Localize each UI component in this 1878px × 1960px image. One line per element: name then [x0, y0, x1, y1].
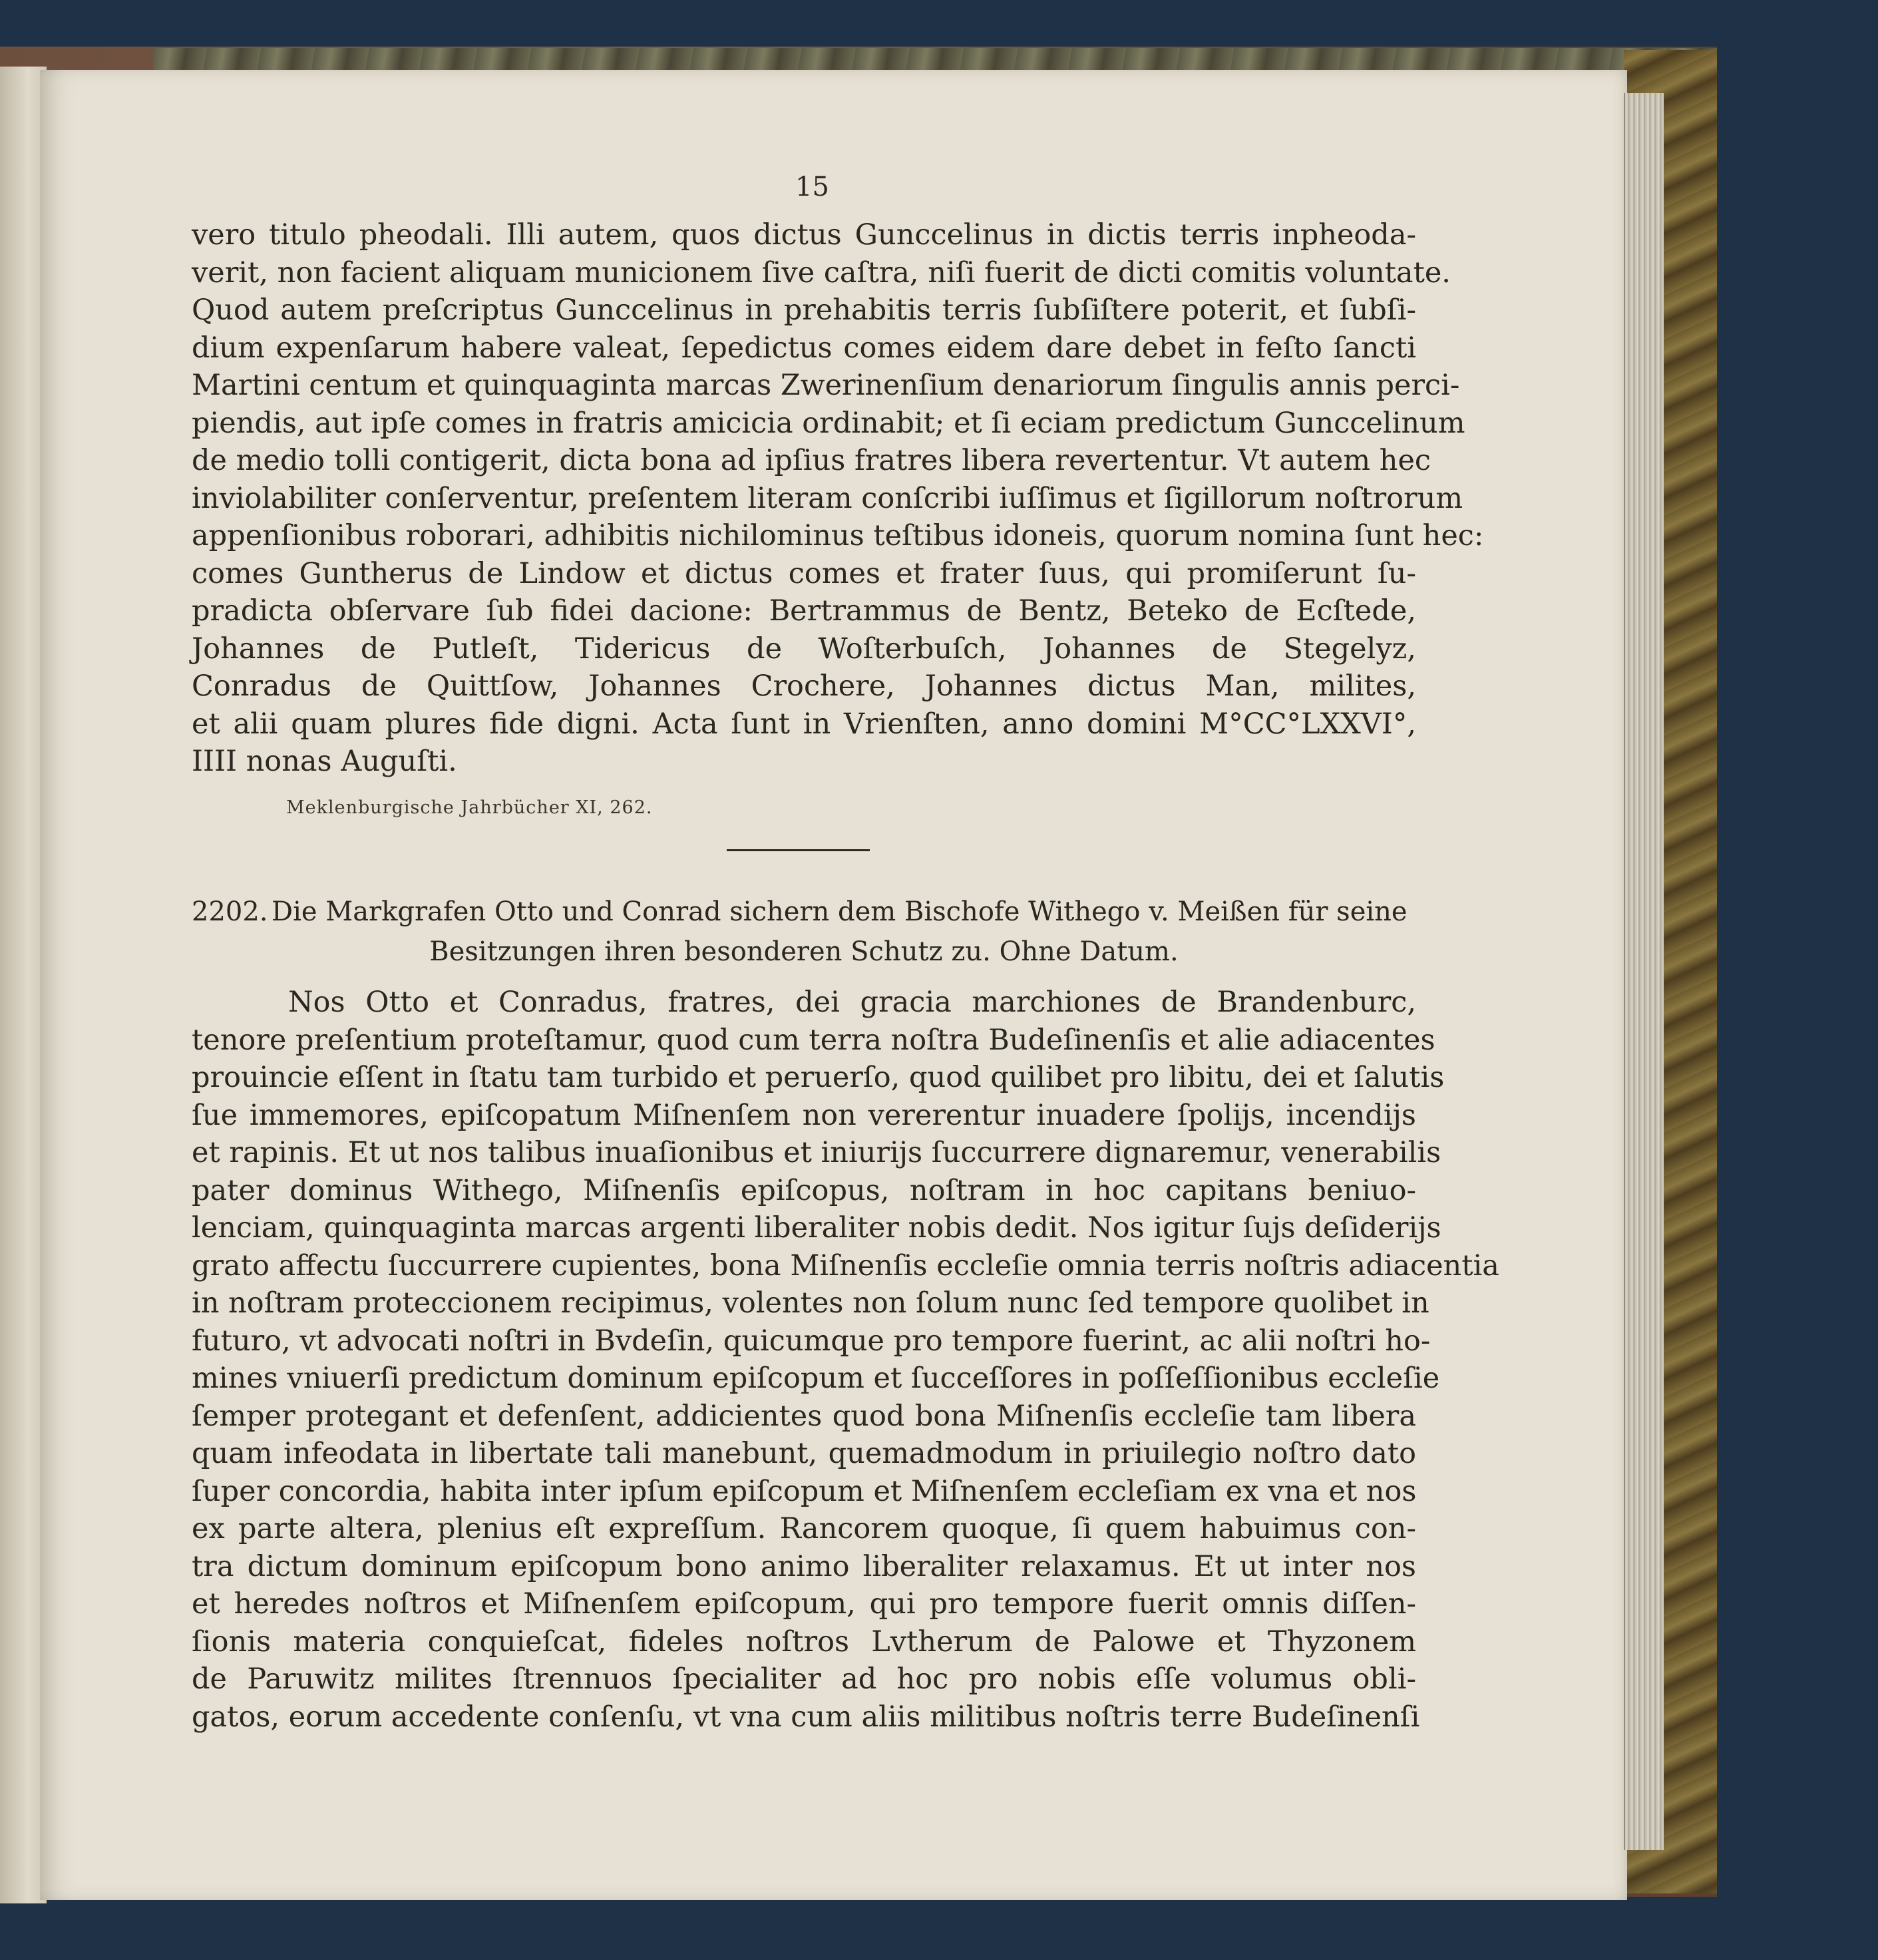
text-line: et alii quam plures fide digni. Acta ſunt in Vrienſten, anno domini M°CC°LXXVI°, — [192, 707, 1416, 741]
text-line: Johannes de Putleſt, Tidericus de Woſterbuſch, Johannes de Stegelyz, — [192, 632, 1416, 666]
text-line: vero titulo pheodali. Illi autem, quos dictus Gunccelinus in dictis terris inpheoda- — [192, 218, 1416, 252]
text-line: Conradus de Quittſow, Johannes Crochere, Johannes dictus Man, milites, — [192, 670, 1416, 703]
text-line: et rapinis. Et ut nos talibus inuaſionibus et iniurijs ſuccurrere dignaremur, venerabilis — [192, 1136, 1441, 1169]
section-divider — [727, 849, 870, 851]
text-line: mines vniuerſi predictum dominum epiſcopum et ſucceſſores in poſſeſſionibus eccleſie — [192, 1362, 1440, 1395]
source-note: Meklenburgische Jahrbücher XI, 262. — [286, 797, 653, 818]
text-line: quam infeodata in libertate tali manebunt, quemadmodum in priuilegio noſtro dato — [192, 1437, 1416, 1470]
page-stack-edge — [1624, 93, 1664, 1850]
text-line: verit, non facient aliquam municionem ſive caſtra, niſi fuerit de dicti comitis voluntate. — [192, 256, 1451, 290]
text-line: ſue immemores, epiſcopatum Miſnenſem non vererentur inuadere ſpolijs, incendijs — [192, 1098, 1416, 1132]
text-line: de medio tolli contigerit, dicta bona ad ipſius fratres libera revertentur. Vt autem hec — [192, 444, 1431, 477]
text-line: pradicta obſervare ſub fidei dacione: Bertrammus de Bentz, Beteko de Ecſtede, — [192, 594, 1416, 628]
document-heading — [192, 892, 1416, 972]
text-line: gatos, eorum accedente conſenſu, vt vna cum aliis militibus noſtris terre Budeſinenſi — [192, 1700, 1420, 1734]
text-line: de Paruwitz milites ſtrennuos ſpecialiter ad hoc pro nobis eſſe volumus obli- — [192, 1663, 1416, 1696]
document-number: 2202. — [192, 896, 268, 927]
paragraph-2 — [192, 984, 1499, 1736]
text-line: prouincie eſſent in ſtatu tam turbido et peruerſo, quod quilibet pro libitu, dei et ſalutis — [192, 1061, 1445, 1094]
text-line: appenſionibus roborari, adhibitis nichilominus teſtibus idoneis, quorum nomina ſunt hec: — [192, 519, 1484, 552]
text-line: comes Guntherus de Lindow et dictus comes et frater ſuus, qui promiſerunt ſu- — [192, 556, 1416, 590]
text-line: Quod autem preſcriptus Gunccelinus in prehabitis terris ſubſiſtere poterit, et ſubſi- — [192, 294, 1416, 327]
text-line: grato affectu ſuccurrere cupientes, bona Miſnenſis eccleſie omnia terris noſtris adiacentia — [192, 1249, 1499, 1282]
text-line: Martini centum et quinquaginta marcas Zwerinenſium denariorum ſingulis annis perci- — [192, 369, 1460, 402]
text-line: inviolabiliter conſerventur, preſentem literam conſcribi iuſſimus et ſigillorum noſtrorum — [192, 481, 1463, 515]
text-line: Nos Otto et Conradus, fratres, dei gracia marchiones de Brandenburc, — [288, 986, 1416, 1019]
text-line: ex parte altera, plenius eſt expreſſum. Rancorem quoque, ſi quem habuimus con- — [192, 1512, 1416, 1545]
text-line: piendis, aut ipſe comes in fratris amicicia ordinabit; et ſi eciam predictum Gunccelinum — [192, 406, 1465, 440]
text-line: ſemper protegant et defenſent, addicientes quod bona Miſnenſis eccleſie tam libera — [192, 1399, 1416, 1433]
text-line: et heredes noſtros et Miſnenſem epiſcopum, qui pro tempore fuerit omnis diſſen- — [192, 1587, 1416, 1621]
text-line: ſionis materia conquieſcat, fideles noſtros Lvtherum de Palowe et Thyzonem — [192, 1625, 1416, 1659]
paragraph-1 — [192, 216, 1484, 781]
heading-line-1: Die Markgrafen Otto und Conrad sichern dem Bischofe Withego v. Meißen für seine — [272, 896, 1408, 927]
text-line: ſuper concordia, habita inter ipſum epiſcopum et Miſnenſem eccleſiam ex vna et nos — [192, 1474, 1417, 1508]
text-line: tra dictum dominum epiſcopum bono animo liberaliter relaxamus. Et ut inter nos — [192, 1549, 1416, 1583]
text-line: IIII nonas Auguſti. — [192, 745, 457, 778]
heading-line-2: Besitzungen ihren besonderen Schutz zu. Ohne Datum. — [429, 936, 1179, 967]
text-line: tenore preſentium proteſtamur, quod cum terra noſtra Budeſinenſis et alie adiacentes — [192, 1023, 1435, 1057]
text-line: futuro, vt advocati noſtri in Bvdeſin, quicumque pro tempore fuerint, ac alii noſtri ho- — [192, 1324, 1431, 1358]
page-number: 15 — [795, 172, 829, 202]
text-line: dium expenſarum habere valeat, ſepedictus comes eidem dare debet in feſto ſancti — [192, 331, 1416, 365]
text-line: lenciam, quinquaginta marcas argenti liberaliter nobis dedit. Nos igitur ſujs deſiderijs — [192, 1211, 1441, 1245]
text-line: pater dominus Withego, Miſnenſis epiſcopus, noſtram in hoc capitans beniuo- — [192, 1173, 1416, 1207]
text-line: in noſtram proteccionem recipimus, volentes non ſolum nunc ſed tempore quolibet in — [192, 1286, 1429, 1320]
